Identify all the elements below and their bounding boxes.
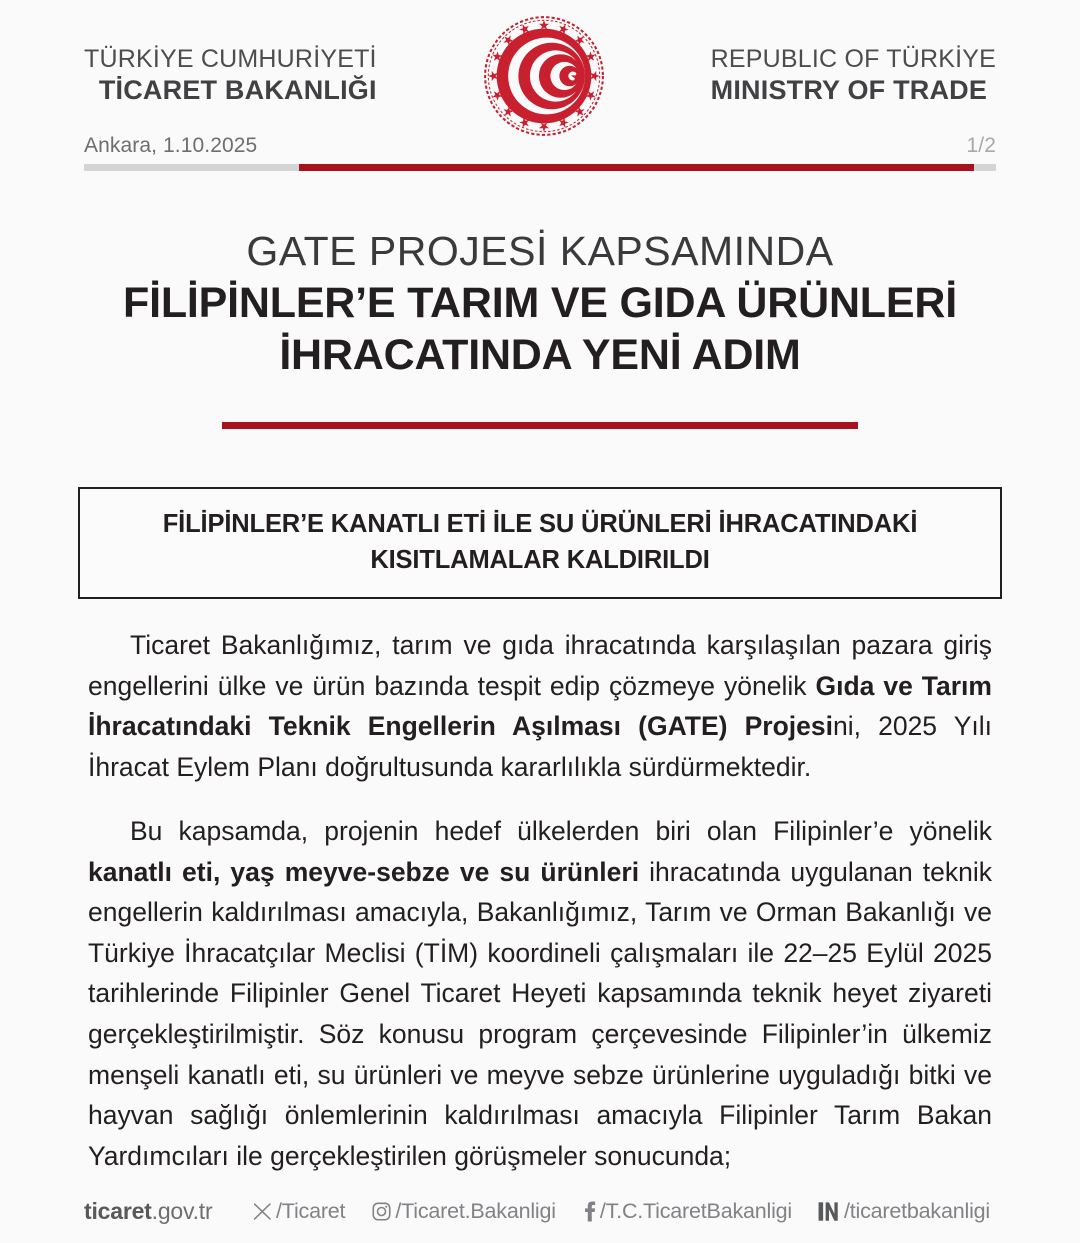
issue-date: Ankara, 1.10.2025 <box>84 134 258 157</box>
header-title-turkish <box>84 45 377 106</box>
linkedin-icon <box>818 1201 841 1222</box>
social-link-instagram[interactable] <box>371 1199 556 1224</box>
social-link-linkedin[interactable] <box>818 1199 990 1224</box>
social-handle-x: /Ticaret <box>276 1199 346 1223</box>
title-main <box>60 277 1020 382</box>
paragraph-1-bold-run: Gıda ve Tarım İhracatındaki Teknik Engellerin Aşılması (GATE) Projesi <box>88 670 992 742</box>
facebook-icon <box>582 1201 597 1222</box>
document-header <box>0 0 1080 128</box>
boxed-subheading-line1: FİLİPİNLER’E KANATLI ETİ İLE SU ÜRÜNLERİ İHRACATINDAKİ <box>162 509 918 538</box>
paragraph-2-text-part2: ihracatında uygulanan teknik engellerin kaldırılması amacıyla, Bakanlığımız, Tarım ve Orman Bakanlığı ve Türkiye İhracatçılar Meclisi (TİM) koordineli çalışmaları ile 22–25 Eylül 2025 tarihlerinde Filipinler Genel Ticaret Heyeti kapsamında teknik heyet ziyareti gerçekleştirilmiştir. Söz konusu program çerçevesinde Filipinler’in ülkemiz menşeli kanatlı eti, su ürünleri ve meyve sebze ürünlerine uyguladığı bitki ve hayvan sağlığı önlemlerinin kaldırılması amacıyla Filipinler Tarım Bakan Yardımcıları ile gerçekleştirilen görüşmeler sonucunda; <box>88 856 993 1171</box>
title-kicker: GATE PROJESİ KAPSAMINDA <box>246 228 834 274</box>
header-divider-accent <box>299 164 974 171</box>
header-title-english <box>711 45 996 106</box>
document-footer <box>0 1198 1080 1225</box>
header-english-line1: REPUBLIC OF TÜRKİYE <box>710 45 996 74</box>
header-turkish-line2: TİCARET BAKANLIĞI <box>98 74 377 105</box>
title-main-line1: FİLİPİNLER’E TARIM VE GIDA ÜRÜNLERİ <box>123 278 957 327</box>
page-title <box>0 229 1080 429</box>
social-handle-linkedin: /ticaretbakanligi <box>844 1199 990 1223</box>
paragraph-2-bold-run: kanatlı eti, yaş meyve-sebze ve su ürünleri <box>88 856 640 887</box>
boxed-subheading-line2: KISITLAMALAR KALDIRILDI <box>370 546 710 575</box>
social-links <box>252 1199 990 1224</box>
paragraph-1-text-part2: ni, 2025 Yılı İhracat Eylem Planı doğrultusunda kararlılıkla sürdürmektedir. <box>88 711 992 782</box>
body-paragraph-1 <box>88 625 992 787</box>
website-url[interactable] <box>84 1198 212 1225</box>
page-indicator: 1/2 <box>966 134 996 157</box>
boxed-subheading <box>78 487 1002 599</box>
x-twitter-icon <box>252 1201 273 1222</box>
title-divider <box>222 422 858 429</box>
instagram-icon <box>371 1201 392 1222</box>
social-handle-instagram: /Ticaret.Bakanligi <box>395 1199 556 1223</box>
document-body <box>88 625 992 1176</box>
website-url-suffix: .gov.tr <box>151 1198 213 1224</box>
social-link-facebook[interactable] <box>582 1199 792 1224</box>
header-divider <box>84 164 996 171</box>
turkish-ministry-of-trade-emblem-icon <box>480 12 608 140</box>
header-english-line2: MINISTRY OF TRADE <box>710 74 988 105</box>
paragraph-1-text-part1: Ticaret Bakanlığımız, tarım ve gıda ihracatında karşılaşılan pazara giriş engellerini ülke ve ürün bazında tespit edip çözmeye yönelik <box>88 630 992 701</box>
body-paragraph-2 <box>88 811 992 1176</box>
website-url-bold: ticaret <box>84 1198 152 1224</box>
paragraph-2-text-part1: Bu kapsamda, projenin hedef ülkelerden biri olan Filipinler’e yönelik <box>130 816 992 847</box>
header-turkish-line1: TÜRKİYE CUMHURİYETİ <box>84 45 377 74</box>
document-meta-row <box>84 134 996 164</box>
title-main-line2: İHRACATINDA YENİ ADIM <box>279 331 801 380</box>
social-handle-facebook: /T.C.TicaretBakanligi <box>599 1199 792 1223</box>
social-link-x[interactable] <box>252 1199 345 1224</box>
